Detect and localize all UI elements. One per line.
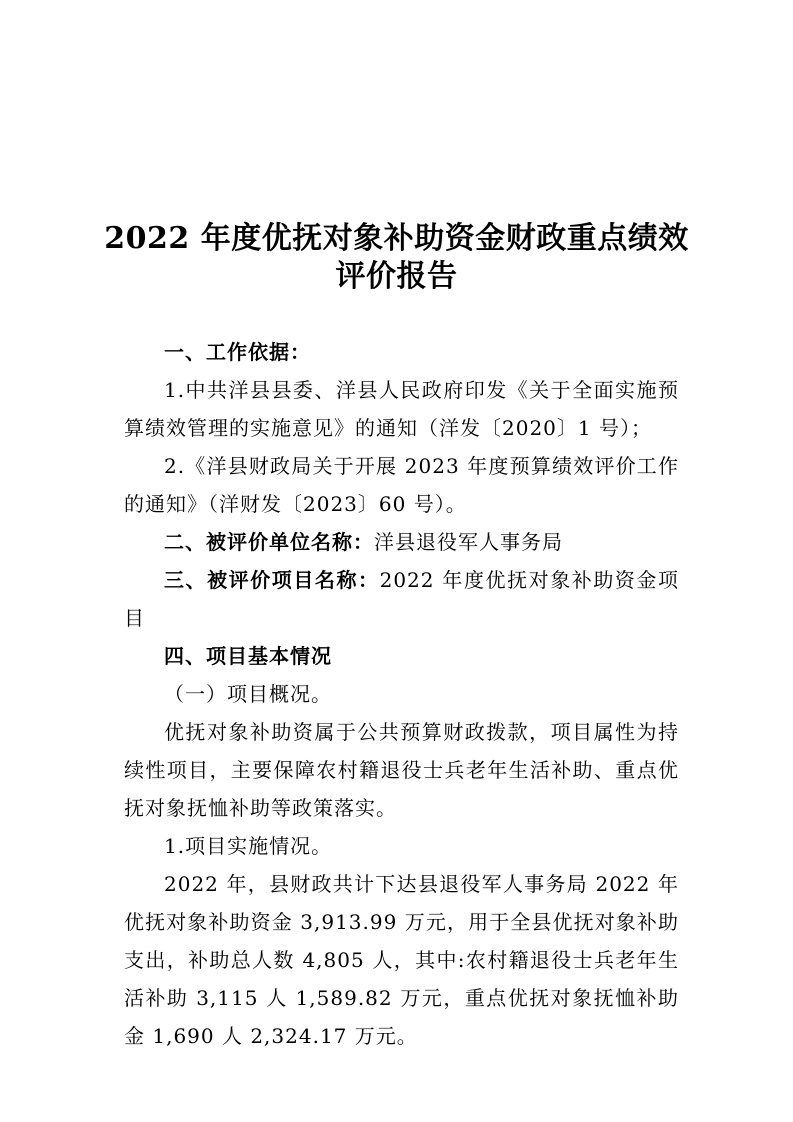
document-title-line-1: 2022 年度优抚对象补助资金财政重点绩效 — [104, 221, 689, 256]
evaluated-unit-heading: 二、被评价单位名称： — [164, 530, 374, 554]
section-heading-project-basics-text: 四、项目基本情况 — [164, 644, 332, 668]
section-heading-basis-text: 一、工作依据： — [164, 340, 311, 364]
subsection-overview: （一）项目概况。 — [164, 682, 332, 706]
basis-item-2: 2.《洋县财政局关于开展 2023 年度预算绩效评价工作的通知》（洋财发〔2023〕60 号）。 — [124, 454, 679, 516]
section-heading-project-basics — [124, 637, 679, 675]
document-body — [124, 333, 679, 1055]
basis-item-1: 1.中共洋县县委、洋县人民政府印发《关于全面实施预算绩效管理的实施意见》的通知（洋发〔2020〕1 号）； — [124, 378, 679, 440]
evaluated-project-heading: 三、被评价项目名称： — [164, 568, 380, 592]
document-title-line-2: 评价报告 — [335, 259, 458, 294]
overview-paragraph: 优抚对象补助资属于公共预算财政拨款，项目属性为持续性项目，主要保障农村籍退役士兵老年生活补助、重点优抚对象抚恤补助等政策落实。 — [124, 720, 679, 820]
implementation-heading: 1.项目实施情况。 — [164, 834, 333, 858]
section-heading-basis — [124, 333, 679, 371]
evaluated-project-value: 2022 年度优抚对象补助资金项目 — [124, 568, 679, 630]
evaluated-unit-line — [124, 523, 679, 561]
evaluated-project-line — [124, 561, 679, 637]
evaluated-unit-value: 洋县退役军人事务局 — [374, 530, 563, 554]
implementation-paragraph: 2022 年，县财政共计下达县退役军人事务局 2022 年优抚对象补助资金 3,913.99 万元，用于全县优抚对象补助支出，补助总人数 4,805 人，其中:农村籍退役士兵老年生活补助 3,115 人 1,589.82 万元，重点优抚对象抚恤补助金 1,690 人 2,324.17 万元。 — [124, 872, 679, 1048]
